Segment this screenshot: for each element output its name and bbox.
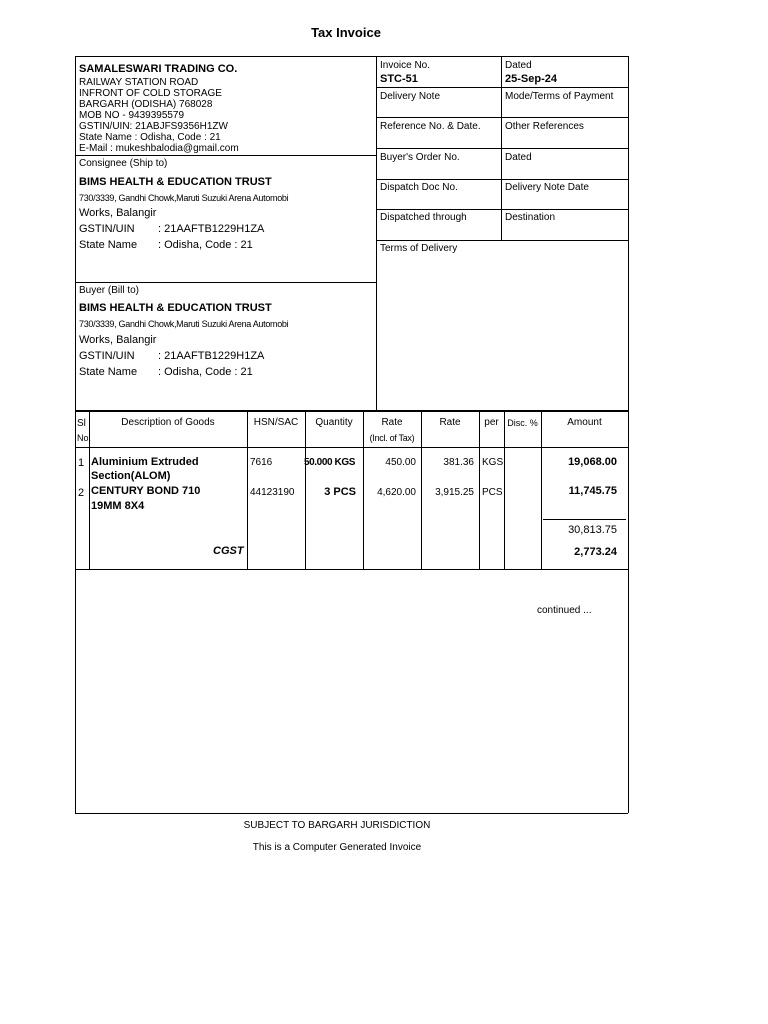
header-description: Description of Goods	[121, 417, 215, 428]
dispatched-through-label: Dispatched through	[380, 212, 467, 223]
buyer-state-value: : Odisha, Code : 21	[158, 366, 253, 378]
meta-row-divider	[376, 240, 628, 241]
consignee-buyer-divider	[75, 282, 376, 283]
frame-right-border	[628, 56, 629, 813]
seller-address-line: BARGARH (ODISHA) 768028	[79, 99, 213, 110]
dated-label: Dated	[505, 60, 532, 71]
row-amount: 19,068.00	[568, 456, 617, 468]
terms-of-delivery-label: Terms of Delivery	[380, 243, 458, 254]
column-divider	[504, 410, 505, 569]
seller-email: E-Mail : mukeshbalodia@gmail.com	[79, 143, 239, 154]
payment-terms-label: Mode/Terms of Payment	[505, 91, 614, 102]
subtotal-amount: 30,813.75	[568, 524, 617, 536]
buyers-order-label: Buyer's Order No.	[380, 152, 460, 163]
row-per: PCS	[482, 487, 503, 498]
consignee-gstin-value: : 21AAFTB1229H1ZA	[158, 223, 265, 235]
order-dated-label: Dated	[505, 152, 532, 163]
frame-bottom-border	[75, 813, 628, 814]
seller-consignee-divider	[75, 155, 376, 156]
row-hsn: 7616	[250, 457, 273, 468]
row-quantity: 3 PCS	[324, 486, 356, 498]
meta-row-divider	[376, 209, 628, 210]
row-per: KGS	[482, 457, 504, 468]
seller-name: SAMALESWARI TRADING CO.	[79, 63, 238, 75]
row-rate-incl: 4,620.00	[377, 487, 416, 498]
dispatch-doc-label: Dispatch Doc No.	[380, 182, 458, 193]
header-rate-incl: Rate	[381, 417, 403, 428]
row-amount: 11,745.75	[568, 485, 617, 497]
seller-gstin: GSTIN/UIN: 21ABJFS9356H1ZW	[79, 121, 228, 132]
frame-left-border	[75, 56, 76, 813]
header-per: per	[484, 417, 499, 428]
row-sl: 2	[78, 487, 85, 499]
meta-row-divider	[376, 87, 628, 88]
row-description: CENTURY BOND 710	[91, 485, 201, 497]
cgst-amount: 2,773.24	[574, 546, 617, 558]
meta-row-divider	[376, 117, 628, 118]
buyer-address: Works, Balangir	[79, 334, 157, 346]
header-sl-no: No.	[77, 433, 92, 443]
consignee-gstin-label: GSTIN/UIN	[79, 223, 135, 235]
row-hsn: 44123190	[250, 487, 295, 498]
invoice-no-label: Invoice No.	[380, 60, 431, 71]
column-divider	[247, 410, 248, 569]
row-description: Aluminium Extruded	[91, 456, 199, 468]
row-description: 19MM 8X4	[91, 500, 145, 512]
table-top-border	[75, 410, 628, 412]
cgst-label: CGST	[213, 545, 244, 557]
delivery-note-label: Delivery Note	[380, 91, 441, 102]
continued-note: continued ...	[537, 605, 592, 616]
row-quantity: 50.000 KGS	[303, 457, 355, 468]
header-amount: Amount	[567, 417, 602, 428]
consignee-heading: Consignee (Ship to)	[79, 158, 168, 169]
subtotal-rule	[543, 519, 626, 520]
consignee-name: BIMS HEALTH & EDUCATION TRUST	[79, 176, 272, 188]
invoice-no-value: STC-51	[380, 73, 418, 85]
seller-state: State Name : Odisha, Code : 21	[79, 132, 221, 143]
column-divider	[479, 410, 480, 569]
meta-row-divider	[376, 179, 628, 180]
header-rate-incl-sub: (Incl. of Tax)	[369, 433, 415, 443]
page-title: Tax Invoice	[311, 25, 381, 40]
dated-value: 25-Sep-24	[505, 73, 557, 85]
consignee-address: Works, Balangir	[79, 207, 157, 219]
row-rate-incl: 450.00	[385, 457, 416, 468]
header-quantity: Quantity	[315, 417, 353, 428]
consignee-address: 730/3339, Gandhi Chowk,Maruti Suzuki Arena Automobi	[79, 193, 289, 203]
table-bottom-border	[75, 569, 628, 570]
row-description: Section(ALOM)	[91, 470, 171, 482]
meta-row-divider	[376, 148, 628, 149]
header-disc: Disc. %	[507, 418, 538, 428]
consignee-state-value: : Odisha, Code : 21	[158, 239, 253, 251]
row-sl: 1	[78, 457, 85, 469]
buyer-name: BIMS HEALTH & EDUCATION TRUST	[79, 302, 272, 314]
header-center-divider	[376, 56, 377, 410]
buyer-heading: Buyer (Bill to)	[79, 285, 140, 296]
consignee-state-label: State Name	[79, 239, 138, 251]
seller-address-line: INFRONT OF COLD STORAGE	[79, 88, 222, 99]
jurisdiction-note: SUBJECT TO BARGARH JURISDICTION	[243, 820, 431, 831]
other-references-label: Other References	[505, 121, 584, 132]
destination-label: Destination	[505, 212, 556, 223]
buyer-address: 730/3339, Gandhi Chowk,Maruti Suzuki Arena Automobi	[79, 319, 289, 329]
buyer-state-label: State Name	[79, 366, 138, 378]
header-sl: Sl	[77, 418, 86, 429]
header-rate: Rate	[439, 417, 461, 428]
frame-top-border	[75, 56, 628, 57]
computer-generated-note: This is a Computer Generated Invoice	[252, 842, 422, 853]
row-rate: 381.36	[443, 457, 474, 468]
table-header-divider	[75, 447, 628, 448]
header-hsn: HSN/SAC	[253, 417, 299, 428]
buyer-gstin-label: GSTIN/UIN	[79, 350, 135, 362]
seller-mobile: MOB NO - 9439395579	[79, 110, 185, 121]
row-rate: 3,915.25	[435, 487, 474, 498]
reference-label: Reference No. & Date.	[380, 121, 481, 132]
delivery-note-date-label: Delivery Note Date	[505, 182, 589, 193]
seller-address-line: RAILWAY STATION ROAD	[79, 77, 199, 88]
buyer-gstin-value: : 21AAFTB1229H1ZA	[158, 350, 265, 362]
